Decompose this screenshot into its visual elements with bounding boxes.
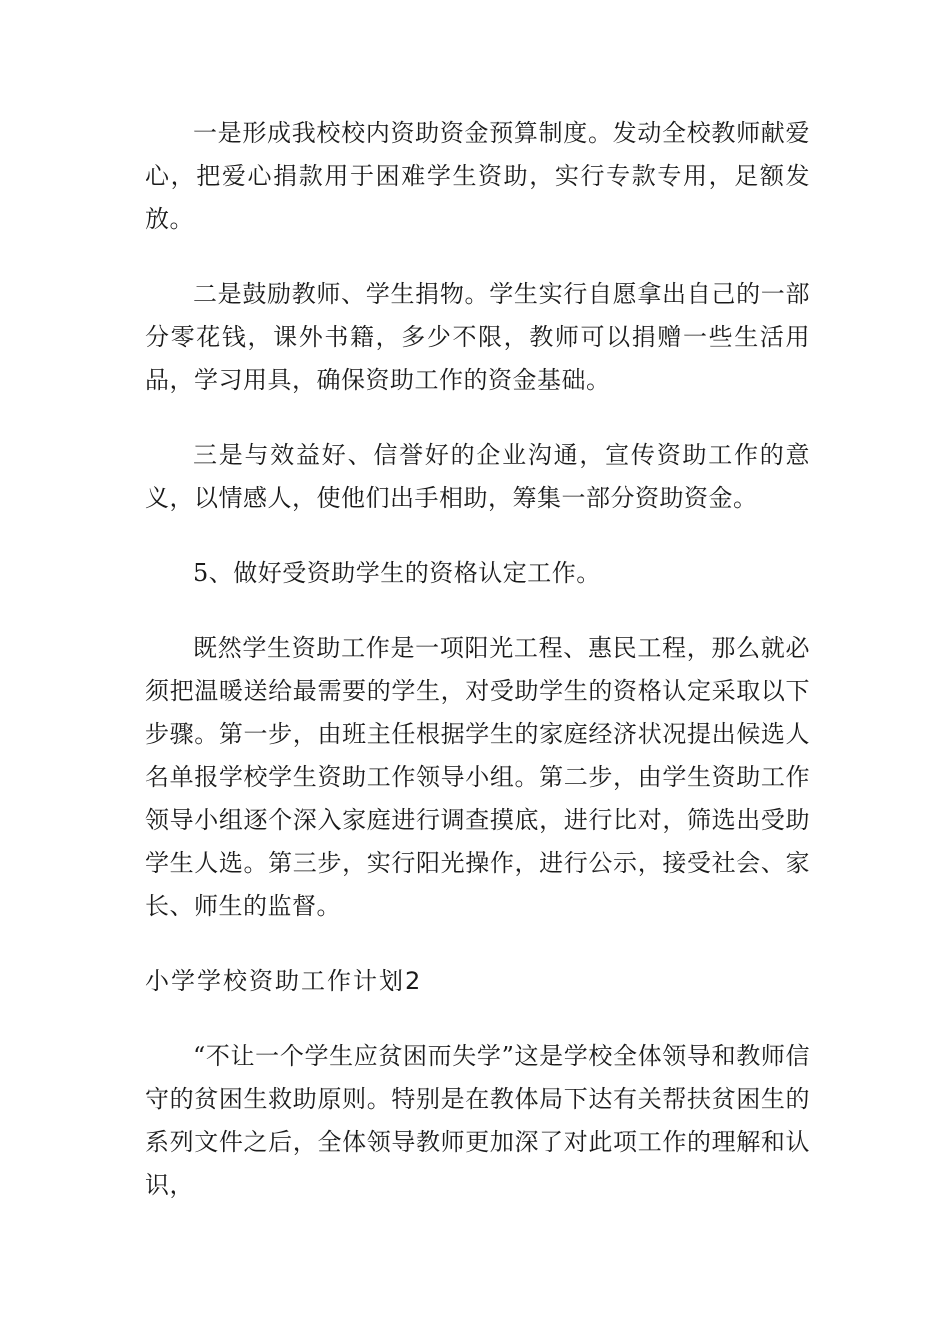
document-body bbox=[145, 112, 810, 1239]
section-heading: 小学学校资助工作计划2 bbox=[145, 967, 423, 995]
paragraph-qualification-steps: 既然学生资助工作是一项阳光工程、惠民工程，那么就必须把温暖送给最需要的学生，对受助学生的资格认定采取以下步骤。第一步，由班主任根据学生的家庭经济状况提出候选人名单报学校学生资助工作领导小组。第二步，由学生资助工作领导小组逐个深入家庭进行调查摸底，进行比对，筛选出受助学生人选。第三步，实行阳光操作，进行公示，接受社会、家长、师生的监督。 bbox=[145, 634, 810, 920]
paragraph-item-5: 5、做好受资助学生的资格认定工作。 bbox=[193, 559, 601, 587]
paragraph-principle: “不让一个学生应贫困而失学”这是学校全体领导和教师信守的贫困生救助原则。特别是在教体局下达有关帮扶贫困生的系列文件之后，全体领导教师更加深了对此项工作的理解和认识， bbox=[145, 1042, 810, 1199]
paragraph-budget-system: 一是形成我校校内资助资金预算制度。发动全校教师献爱心，把爱心捐款用于困难学生资助，实行专款专用，足额发放。 bbox=[145, 119, 810, 233]
paragraph-donations: 二是鼓励教师、学生捐物。学生实行自愿拿出自己的一部分零花钱，课外书籍，多少不限，教师可以捐赠一些生活用品，学习用具，确保资助工作的资金基础。 bbox=[145, 280, 810, 394]
paragraph-enterprise: 三是与效益好、信誉好的企业沟通，宣传资助工作的意义，以情感人，使他们出手相助，筹集一部分资助资金。 bbox=[145, 441, 810, 512]
